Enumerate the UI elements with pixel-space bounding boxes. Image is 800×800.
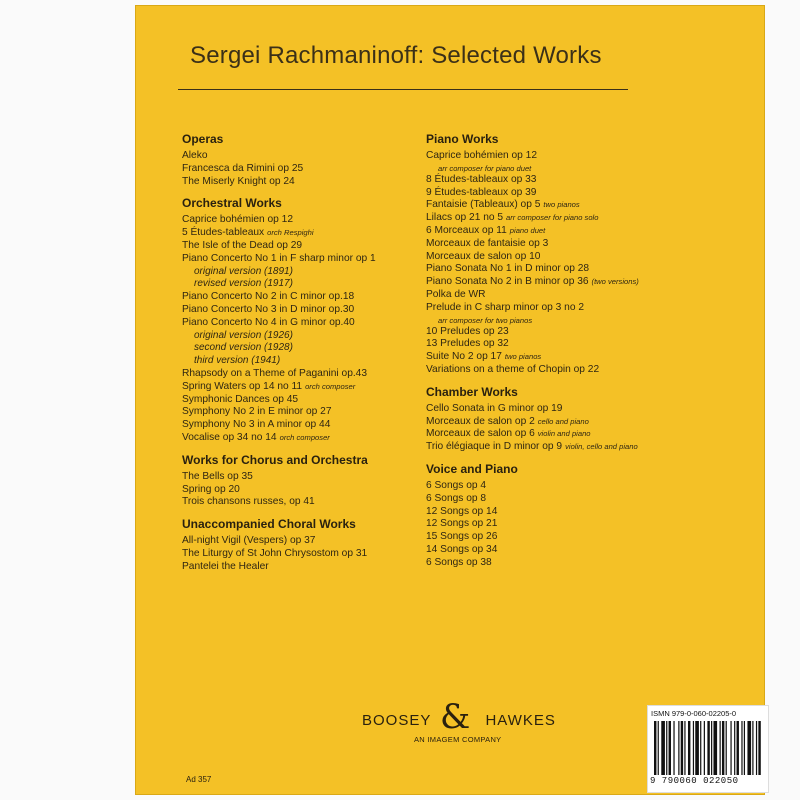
work-title: Piano Concerto No 3 in D minor op.30	[182, 303, 355, 315]
barcode-bar	[730, 721, 731, 775]
section-heading: Chamber Works	[426, 384, 518, 399]
section	[426, 385, 686, 454]
barcode-bar	[669, 721, 671, 775]
barcode-bar	[688, 721, 690, 775]
publisher-right: HAWKES	[485, 712, 556, 729]
work-item	[426, 251, 686, 264]
right-column	[426, 132, 686, 578]
section-heading: Orchestral Works	[182, 196, 282, 211]
work-item	[182, 561, 412, 574]
work-item	[426, 557, 686, 570]
work-title: 9 Études-tableaux op 39	[426, 186, 537, 198]
work-item	[182, 291, 412, 304]
section	[426, 462, 686, 570]
section	[182, 517, 412, 573]
barcode-bar	[752, 721, 753, 775]
barcode-bar	[720, 721, 721, 775]
catalog-code: Ad 357	[186, 775, 212, 784]
work-title: 6 Songs op 4	[426, 479, 487, 491]
barcode-bar	[744, 721, 745, 775]
barcode-bar	[654, 721, 656, 775]
work-item	[426, 403, 686, 416]
work-title: Morceaux de salon op 6	[426, 428, 535, 440]
work-version: revised version (1917)	[194, 278, 293, 290]
ampersand-logo: &	[440, 697, 471, 737]
work-item	[426, 199, 686, 212]
work-item	[426, 441, 686, 454]
barcode-bar	[711, 721, 712, 775]
work-item	[426, 187, 686, 200]
work-item	[426, 338, 686, 351]
work-item	[426, 212, 686, 225]
barcode-bar	[726, 721, 727, 775]
work-item	[182, 214, 412, 227]
work-item	[426, 364, 686, 377]
work-title: Caprice bohémien op 12	[426, 150, 538, 161]
work-item	[182, 496, 412, 509]
work-title: Prelude in C sharp minor op 3 no 2	[426, 301, 584, 313]
work-title: The Bells op 35	[182, 470, 253, 482]
work-title: 14 Songs op 34	[426, 543, 498, 555]
work-title: All-night Vigil (Vespers) op 37	[182, 535, 316, 547]
work-title: Trio élégiaque in D minor op 9	[426, 441, 563, 453]
work-note: arr composer for piano solo	[506, 213, 599, 223]
work-item	[182, 484, 412, 497]
work-title: Lilacs op 21 no 5	[426, 212, 504, 224]
barcode-bar	[693, 721, 694, 775]
work-title: Piano Concerto No 4 in G minor op.40	[182, 316, 355, 328]
barcode-bar	[678, 721, 679, 775]
work-version: original version (1926)	[194, 329, 293, 341]
work-title: Spring Waters op 14 no 11	[182, 380, 303, 392]
work-title: Polka de WR	[426, 288, 486, 300]
work-item	[426, 544, 686, 557]
work-item	[182, 368, 412, 381]
work-item	[426, 174, 686, 187]
work-title: Morceaux de salon op 2	[426, 415, 535, 427]
work-item	[182, 419, 412, 432]
work-item	[426, 428, 686, 441]
work-version: original version (1891)	[194, 265, 293, 277]
barcode-bar	[707, 721, 709, 775]
section	[426, 132, 686, 377]
work-title: Fantaisie (Tableaux) op 5	[426, 199, 541, 211]
work-title: Cello Sonata in G minor op 19	[426, 402, 563, 414]
work-title: 10 Preludes op 23	[426, 325, 509, 337]
work-item	[182, 394, 412, 407]
work-item	[182, 317, 412, 330]
work-item	[182, 253, 412, 266]
work-item	[426, 531, 686, 544]
work-title: Piano Sonata No 1 in D minor op 28	[426, 263, 590, 275]
work-item	[182, 163, 412, 176]
work-note: arr composer for two pianos	[438, 315, 533, 325]
work-note: piano duet	[509, 225, 546, 235]
work-title: Trois chansons russes, op 41	[182, 496, 315, 508]
work-title: Rhapsody on a Theme of Paganini op.43	[182, 367, 368, 379]
work-title: 15 Songs op 26	[426, 531, 498, 543]
work-title: Spring op 20	[182, 483, 240, 495]
work-title: The Liturgy of St John Chrysostom op 31	[182, 547, 368, 559]
barcode-bar	[741, 721, 742, 775]
work-item	[426, 416, 686, 429]
work-note: two pianos	[543, 200, 580, 210]
work-note: (two versions)	[591, 277, 639, 287]
work-item	[182, 176, 412, 189]
work-note: cello and piano	[537, 416, 589, 426]
barcode-bar	[704, 721, 705, 775]
work-title: Aleko	[182, 150, 208, 161]
work-item	[182, 240, 412, 253]
work-item	[426, 276, 686, 289]
barcode-bar	[756, 721, 757, 775]
isbn-text: ISMN 979-0-060-02205-0	[651, 709, 737, 718]
section-heading: Unaccompanied Choral Works	[182, 517, 356, 532]
work-item	[426, 289, 686, 302]
work-item	[426, 506, 686, 519]
barcode-bar	[737, 721, 739, 775]
work-note: arr composer for piano duet	[438, 163, 532, 173]
work-title: Pantelei the Healer	[182, 560, 269, 572]
work-title: Symphonic Dances op 45	[182, 393, 299, 405]
work-title: 12 Songs op 21	[426, 518, 498, 530]
barcode-bar	[713, 721, 717, 775]
barcode-bar	[666, 721, 667, 775]
section	[182, 453, 412, 509]
barcode-bar	[747, 721, 751, 775]
work-item	[426, 351, 686, 364]
publisher-left: BOOSEY	[362, 712, 432, 729]
work-item	[426, 326, 686, 339]
work-item	[426, 302, 686, 315]
work-item	[426, 518, 686, 531]
work-item	[182, 406, 412, 419]
work-item	[182, 381, 412, 394]
work-title: Variations on a theme of Chopin op 22	[426, 363, 600, 375]
work-title: 12 Songs op 14	[426, 505, 498, 517]
work-title: Piano Concerto No 1 in F sharp minor op 1	[182, 252, 376, 264]
work-title: Piano Concerto No 2 in C minor op.18	[182, 291, 355, 303]
work-title: 8 Études-tableaux op 33	[426, 173, 537, 185]
barcode-digits: 9 790060 022050	[650, 776, 739, 786]
work-item	[182, 150, 412, 163]
work-title: Francesca da Rimini op 25	[182, 162, 304, 174]
work-item	[182, 535, 412, 548]
work-item	[426, 493, 686, 506]
barcode-bar	[684, 721, 685, 775]
work-item	[182, 548, 412, 561]
barcode-bar	[681, 721, 683, 775]
barcode-bar	[673, 721, 674, 775]
barcode-bar	[661, 721, 665, 775]
work-title: 5 Études-tableaux	[182, 227, 265, 239]
section-heading: Works for Chorus and Orchestra	[182, 452, 368, 467]
work-title: Morceaux de salon op 10	[426, 250, 541, 262]
work-item	[426, 225, 686, 238]
work-title: 6 Songs op 38	[426, 556, 492, 568]
work-item	[182, 304, 412, 317]
work-item	[426, 263, 686, 276]
work-title: Caprice bohémien op 12	[182, 214, 294, 226]
work-title: The Isle of the Dead op 29	[182, 239, 303, 251]
work-note: orch composer	[305, 381, 356, 391]
left-column	[182, 132, 412, 582]
section-heading: Piano Works	[426, 132, 499, 146]
work-title: 13 Preludes op 32	[426, 338, 509, 350]
work-title: Morceaux de fantaisie op 3	[426, 237, 549, 249]
work-title: Symphony No 3 in A minor op 44	[182, 419, 331, 431]
work-note: orch composer	[279, 432, 330, 442]
work-title: 6 Songs op 8	[426, 492, 487, 504]
barcode-icon	[654, 721, 762, 775]
page-title: Sergei Rachmaninoff: Selected Works	[190, 42, 602, 69]
title-divider	[178, 89, 628, 90]
barcode-bar	[658, 721, 659, 775]
work-item	[426, 150, 686, 163]
work-title: Suite No 2 op 17	[426, 351, 502, 363]
section-heading: Voice and Piano	[426, 461, 518, 476]
work-note: two pianos	[504, 352, 542, 362]
work-title: The Miserly Knight op 24	[182, 175, 295, 187]
imprint-text: AN IMAGEM COMPANY	[414, 735, 502, 744]
work-item	[426, 480, 686, 493]
barcode-bar	[700, 721, 701, 775]
work-version: second version (1928)	[194, 342, 293, 354]
work-version: third version (1941)	[194, 355, 281, 367]
barcode-bar	[695, 721, 699, 775]
work-item	[182, 471, 412, 484]
work-item	[426, 238, 686, 251]
work-title: Vocalise op 34 no 14	[182, 431, 277, 443]
section	[182, 196, 412, 444]
work-note: violin, cello and piano	[565, 442, 638, 452]
work-title: 6 Morceaux op 11	[426, 224, 507, 236]
work-note: violin and piano	[537, 429, 591, 439]
section-heading: Operas	[182, 132, 224, 146]
section	[182, 132, 412, 188]
barcode-bar	[734, 721, 735, 775]
barcode-bar	[722, 721, 724, 775]
work-item	[182, 227, 412, 240]
work-title: Piano Sonata No 2 in B minor op 36	[426, 276, 589, 288]
barcode-bar	[758, 721, 760, 775]
work-item	[182, 432, 412, 445]
barcode-label	[647, 705, 769, 793]
work-note: orch Respighi	[267, 228, 314, 238]
work-title: Symphony No 2 in E minor op 27	[182, 406, 332, 418]
